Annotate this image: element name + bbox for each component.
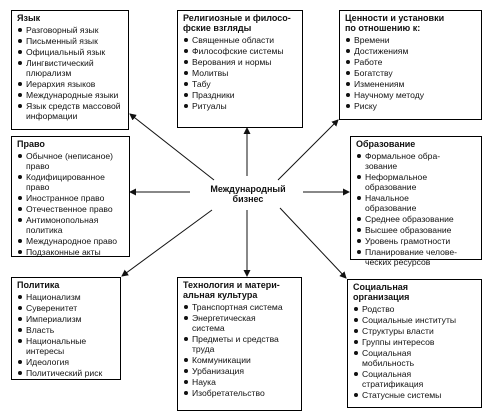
- list-item: Власть: [17, 325, 116, 335]
- list-item: Суверенитет: [17, 303, 116, 313]
- list-item: Работе: [345, 57, 477, 67]
- box-language: [11, 10, 129, 130]
- list-item: Транспортная система: [183, 302, 297, 312]
- list-item: Социальная стратификация: [353, 369, 477, 389]
- item-list: [345, 35, 477, 111]
- list-item: Империализм: [17, 314, 116, 324]
- list-item: Национализм: [17, 292, 116, 302]
- list-item: Молитвы: [183, 68, 298, 78]
- box-education: [350, 136, 482, 267]
- list-item: Верования и нормы: [183, 57, 298, 67]
- list-item: Иностранное право: [17, 193, 125, 203]
- list-item: Высшее образование: [356, 225, 477, 235]
- list-item: Национальные интересы: [17, 336, 116, 356]
- list-item: Энергетическая система: [183, 313, 297, 333]
- list-item: Социальные институты: [353, 315, 477, 325]
- item-list: [17, 25, 124, 121]
- list-item: Статусные системы: [353, 390, 477, 400]
- box-title: Политика: [17, 280, 60, 290]
- list-item: Изменениям: [345, 79, 477, 89]
- box-values: [339, 10, 482, 120]
- list-item: Международное право: [17, 236, 125, 246]
- list-item: Политический риск: [17, 368, 116, 378]
- list-item: Обычное (неписаное) право: [17, 151, 125, 171]
- list-item: Социальная мобильность: [353, 348, 477, 368]
- list-item: Священные области: [183, 35, 298, 45]
- box-law: [11, 136, 130, 257]
- list-item: Достижениям: [345, 46, 477, 56]
- item-list: [356, 151, 477, 267]
- list-item: Группы интересов: [353, 337, 477, 347]
- list-item: Неформальное образование: [356, 172, 477, 192]
- list-item: Родство: [353, 304, 477, 314]
- list-item: Наука: [183, 377, 297, 387]
- list-item: Разговорный язык: [17, 25, 124, 35]
- box-title: Технология и матери- альная культура: [183, 280, 280, 300]
- list-item: Язык средств массовой информации: [17, 101, 124, 121]
- list-item: Философские системы: [183, 46, 298, 56]
- box-title: Язык: [17, 13, 41, 23]
- list-item: Коммуникации: [183, 355, 297, 365]
- list-item: Ритуалы: [183, 101, 298, 111]
- list-item: Среднее образование: [356, 214, 477, 224]
- list-item: Подзаконные акты: [17, 247, 125, 257]
- list-item: Официальный язык: [17, 47, 124, 57]
- list-item: Письменный язык: [17, 36, 124, 46]
- list-item: Международные языки: [17, 90, 124, 100]
- list-item: Уровень грамотности: [356, 236, 477, 246]
- list-item: Праздники: [183, 90, 298, 100]
- list-item: Структуры власти: [353, 326, 477, 336]
- box-title: Религиозные и филосо- фские взгляды: [183, 13, 291, 33]
- box-religion: [177, 10, 303, 128]
- list-item: Риску: [345, 101, 477, 111]
- list-item: Урбанизация: [183, 366, 297, 376]
- list-item: Формальное обра- зование: [356, 151, 477, 171]
- box-politics: [11, 277, 121, 380]
- list-item: Иерархия языков: [17, 79, 124, 89]
- item-list: [17, 292, 116, 378]
- arrow-to-values: [278, 120, 338, 180]
- arrow-to-social: [280, 208, 346, 278]
- list-item: Времени: [345, 35, 477, 45]
- list-item: Антимонопольная политика: [17, 215, 125, 235]
- list-item: Богатству: [345, 68, 477, 78]
- item-list: [183, 35, 298, 111]
- list-item: Отечественное право: [17, 204, 125, 214]
- list-item: Лингвистический плюрализм: [17, 58, 124, 78]
- list-item: Табу: [183, 79, 298, 89]
- box-title: Право: [17, 139, 45, 149]
- list-item: Идеология: [17, 357, 116, 367]
- box-title: Образование: [356, 139, 416, 149]
- list-item: Планирование челове- ческих ресурсов: [356, 247, 477, 267]
- box-technology: [177, 277, 302, 411]
- list-item: Кодифицированное право: [17, 172, 125, 192]
- box-social-organization: [347, 279, 482, 408]
- center-label-international-business: Международный бизнес: [210, 184, 286, 204]
- item-list: [183, 302, 297, 398]
- item-list: [353, 304, 477, 400]
- list-item: Начальное образование: [356, 193, 477, 213]
- box-title: Социальная организация: [353, 282, 410, 302]
- item-list: [17, 151, 125, 257]
- list-item: Научному методу: [345, 90, 477, 100]
- list-item: Предметы и средства труда: [183, 334, 297, 354]
- box-title: Ценности и установки по отношению к:: [345, 13, 445, 33]
- arrow-to-politics: [122, 210, 212, 276]
- list-item: Изобретательство: [183, 388, 297, 398]
